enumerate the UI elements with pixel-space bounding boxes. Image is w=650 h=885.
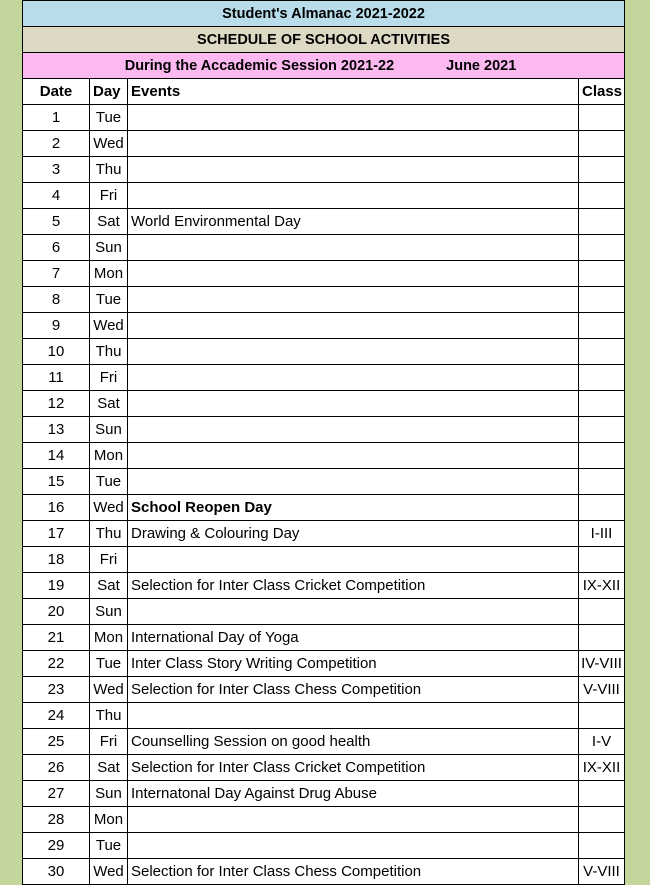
date-cell: 13 [23, 417, 90, 443]
subtitle-row [23, 27, 625, 53]
event-cell: School Reopen Day [128, 495, 579, 521]
event-cell [128, 391, 579, 417]
date-cell: 5 [23, 209, 90, 235]
table-row [23, 339, 625, 365]
event-cell [128, 833, 579, 859]
date-cell: 30 [23, 859, 90, 885]
event-cell: Selection for Inter Class Cricket Competition [128, 573, 579, 599]
event-cell [128, 261, 579, 287]
event-cell: Selection for Inter Class Cricket Competition [128, 755, 579, 781]
table-row [23, 157, 625, 183]
table-row [23, 833, 625, 859]
day-cell: Sun [90, 599, 128, 625]
day-cell: Tue [90, 833, 128, 859]
class-cell [579, 469, 625, 495]
event-cell [128, 417, 579, 443]
event-cell [128, 131, 579, 157]
date-cell: 14 [23, 443, 90, 469]
table-row [23, 287, 625, 313]
table-row [23, 209, 625, 235]
class-cell [579, 781, 625, 807]
table-row [23, 599, 625, 625]
day-cell: Sun [90, 417, 128, 443]
date-cell: 10 [23, 339, 90, 365]
table-row [23, 443, 625, 469]
schedule-subtitle: SCHEDULE OF SCHOOL ACTIVITIES [23, 27, 625, 53]
class-cell [579, 703, 625, 729]
class-cell [579, 105, 625, 131]
event-cell [128, 313, 579, 339]
date-cell: 25 [23, 729, 90, 755]
day-cell: Tue [90, 287, 128, 313]
event-cell [128, 365, 579, 391]
table-row [23, 235, 625, 261]
date-cell: 23 [23, 677, 90, 703]
day-cell: Thu [90, 703, 128, 729]
date-cell: 1 [23, 105, 90, 131]
session-cell [23, 53, 625, 79]
table-row [23, 105, 625, 131]
table-row [23, 625, 625, 651]
date-cell: 27 [23, 781, 90, 807]
class-cell: I-V [579, 729, 625, 755]
event-cell [128, 339, 579, 365]
title-row [23, 1, 625, 27]
date-cell: 18 [23, 547, 90, 573]
class-cell: V-VIII [579, 859, 625, 885]
event-cell [128, 235, 579, 261]
table-row [23, 495, 625, 521]
almanac-title: Student's Almanac 2021-2022 [23, 1, 625, 27]
class-cell [579, 209, 625, 235]
event-cell: Inter Class Story Writing Competition [128, 651, 579, 677]
day-cell: Sat [90, 391, 128, 417]
date-cell: 15 [23, 469, 90, 495]
class-cell: I-III [579, 521, 625, 547]
day-cell: Mon [90, 625, 128, 651]
event-cell: Selection for Inter Class Chess Competition [128, 677, 579, 703]
class-cell: V-VIII [579, 677, 625, 703]
day-cell: Mon [90, 443, 128, 469]
date-cell: 19 [23, 573, 90, 599]
day-cell: Wed [90, 859, 128, 885]
table-row [23, 469, 625, 495]
class-cell [579, 833, 625, 859]
event-cell: Internatonal Day Against Drug Abuse [128, 781, 579, 807]
day-cell: Tue [90, 105, 128, 131]
date-cell: 11 [23, 365, 90, 391]
day-cell: Fri [90, 365, 128, 391]
session-row [23, 53, 625, 79]
class-cell [579, 339, 625, 365]
day-cell: Fri [90, 183, 128, 209]
event-cell [128, 105, 579, 131]
column-header-row [23, 79, 625, 105]
class-cell [579, 547, 625, 573]
class-cell [579, 625, 625, 651]
table-row [23, 131, 625, 157]
day-cell: Sat [90, 209, 128, 235]
date-cell: 4 [23, 183, 90, 209]
almanac-sheet [22, 0, 624, 885]
table-row [23, 391, 625, 417]
event-cell [128, 703, 579, 729]
session-label: During the Accademic Session 2021-22 [124, 57, 395, 74]
day-cell: Mon [90, 807, 128, 833]
date-cell: 24 [23, 703, 90, 729]
day-cell: Wed [90, 677, 128, 703]
day-cell: Fri [90, 729, 128, 755]
date-cell: 20 [23, 599, 90, 625]
class-cell [579, 443, 625, 469]
day-cell: Tue [90, 651, 128, 677]
class-cell [579, 287, 625, 313]
event-cell [128, 807, 579, 833]
day-cell: Sat [90, 573, 128, 599]
date-column-header: Date [23, 79, 90, 105]
class-cell [579, 599, 625, 625]
event-cell [128, 287, 579, 313]
day-cell: Wed [90, 313, 128, 339]
day-cell: Tue [90, 469, 128, 495]
events-column-header: Events [128, 79, 579, 105]
date-cell: 21 [23, 625, 90, 651]
date-cell: 2 [23, 131, 90, 157]
table-row [23, 183, 625, 209]
table-row [23, 261, 625, 287]
date-cell: 12 [23, 391, 90, 417]
table-row [23, 573, 625, 599]
schedule-table [22, 0, 625, 885]
event-cell [128, 183, 579, 209]
day-cell: Sun [90, 235, 128, 261]
class-cell [579, 131, 625, 157]
day-cell: Sun [90, 781, 128, 807]
class-cell: IX-XII [579, 755, 625, 781]
event-cell [128, 443, 579, 469]
table-row [23, 703, 625, 729]
month-label: June 2021 [446, 57, 517, 74]
date-cell: 22 [23, 651, 90, 677]
date-cell: 6 [23, 235, 90, 261]
date-cell: 28 [23, 807, 90, 833]
event-cell [128, 599, 579, 625]
class-cell [579, 157, 625, 183]
event-cell: World Environmental Day [128, 209, 579, 235]
event-cell [128, 157, 579, 183]
date-cell: 26 [23, 755, 90, 781]
day-cell: Thu [90, 157, 128, 183]
date-cell: 29 [23, 833, 90, 859]
table-row [23, 313, 625, 339]
day-cell: Thu [90, 339, 128, 365]
class-cell: IV-VIII [579, 651, 625, 677]
table-row [23, 521, 625, 547]
class-cell [579, 417, 625, 443]
table-row [23, 651, 625, 677]
event-cell [128, 469, 579, 495]
day-cell: Mon [90, 261, 128, 287]
date-cell: 8 [23, 287, 90, 313]
table-row [23, 859, 625, 885]
table-row [23, 781, 625, 807]
day-cell: Sat [90, 755, 128, 781]
day-cell: Wed [90, 495, 128, 521]
date-cell: 17 [23, 521, 90, 547]
date-cell: 3 [23, 157, 90, 183]
event-cell: Drawing & Colouring Day [128, 521, 579, 547]
table-row [23, 547, 625, 573]
class-cell [579, 807, 625, 833]
date-cell: 16 [23, 495, 90, 521]
class-column-header: Class [579, 79, 625, 105]
day-cell: Thu [90, 521, 128, 547]
table-row [23, 365, 625, 391]
event-cell: Counselling Session on good health [128, 729, 579, 755]
class-cell [579, 235, 625, 261]
event-cell: Selection for Inter Class Chess Competition [128, 859, 579, 885]
class-cell: IX-XII [579, 573, 625, 599]
date-cell: 9 [23, 313, 90, 339]
class-cell [579, 495, 625, 521]
day-cell: Wed [90, 131, 128, 157]
event-cell [128, 547, 579, 573]
class-cell [579, 313, 625, 339]
date-cell: 7 [23, 261, 90, 287]
class-cell [579, 261, 625, 287]
table-row [23, 729, 625, 755]
class-cell [579, 391, 625, 417]
event-cell: International Day of Yoga [128, 625, 579, 651]
table-row [23, 807, 625, 833]
class-cell [579, 365, 625, 391]
day-column-header: Day [90, 79, 128, 105]
class-cell [579, 183, 625, 209]
table-row [23, 677, 625, 703]
day-cell: Fri [90, 547, 128, 573]
table-row [23, 417, 625, 443]
table-row [23, 755, 625, 781]
